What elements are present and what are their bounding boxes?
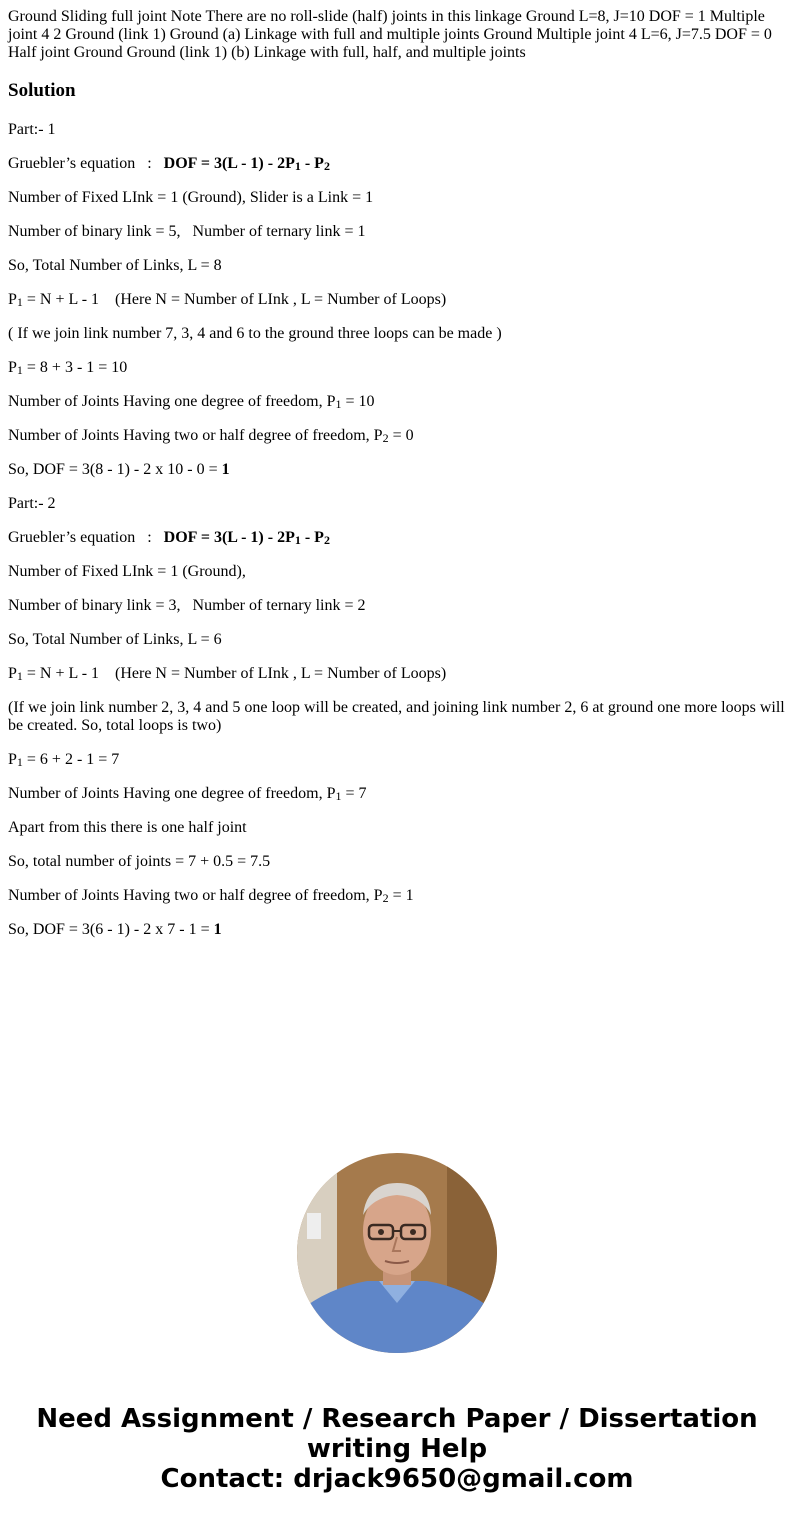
figure-caption-text: Ground Sliding full joint Note There are no roll-slide (half) joints in this linkage Ground L=8, J=10 DOF = 1 Multiple joint 4 2 Ground (link 1) Ground (a) Linkage with full and multiple joints Ground Multiple joint 4 L=6, J=7.5 DOF = 0 Half joint Ground Ground (link 1) (b) Linkage with full, half, and multiple joints xyxy=(8,8,772,61)
part1-label: Part:- 1 xyxy=(8,121,56,138)
gruebler-label: Gruebler’s equation : xyxy=(8,529,152,546)
part2-total-joints: So, total number of joints = 7 + 0.5 = 7.5 xyxy=(8,853,271,870)
part1-result: So, DOF = 3(8 - 1) - 2 x 10 - 0 = 1 xyxy=(8,461,230,478)
part2-two-dof-joints: Number of Joints Having two or half degree of freedom, $P_2 = 1$ xyxy=(8,887,414,905)
solution-heading: Solution xyxy=(8,80,76,101)
part1-two-dof-joints: Number of Joints Having two or half degree of freedom, $P_2 = 0$ xyxy=(8,427,414,445)
person-portrait-icon xyxy=(297,1153,497,1353)
binary-link-count: Number of binary link = 5, xyxy=(8,223,181,240)
part1-total-links: So, Total Number of Links, L = 8 xyxy=(8,257,222,274)
banner-line-2: writing Help xyxy=(306,1434,488,1464)
part1-fixed-links: Number of Fixed LInk = 1 (Ground), Slider is a Link = 1 xyxy=(8,189,374,206)
ternary-link-count: Number of ternary link = 1 xyxy=(192,223,366,240)
part2-total-links: So, Total Number of Links, L = 6 xyxy=(8,631,222,648)
part1-loops-note: ( If we join link number 7, 3, 4 and 6 to the ground three loops can be made ) xyxy=(8,325,502,342)
banner-line-1: Need Assignment / Research Paper / Dissertation xyxy=(36,1404,758,1434)
binary-link-count: Number of binary link = 3, xyxy=(8,597,181,614)
dof-equation: DOF = $3(L - 1) - 2P_1 - P_2$ xyxy=(163,155,330,173)
dof-equation: DOF = $3(L - 1) - 2P_1 - P_2$ xyxy=(163,529,330,547)
banner-contact-line: Contact: drjack9650@gmail.com xyxy=(160,1464,634,1494)
part2-gruebler-equation xyxy=(8,529,786,547)
part1-link-counts xyxy=(8,223,786,241)
part1-gruebler-equation xyxy=(8,155,786,173)
document-body xyxy=(8,8,789,955)
part2-loops-note: (If we join link number 2, 3, 4 and 5 one loop will be created, and joining link number 2, 6 at ground one more loops will be created. So, total loops is two) xyxy=(8,699,789,734)
author-avatar xyxy=(297,1153,497,1353)
part2-result: So, DOF = 3(6 - 1) - 2 x 7 - 1 = 1 xyxy=(8,921,222,938)
part2-fixed-links: Number of Fixed LInk = 1 (Ground), xyxy=(8,563,246,580)
part2-one-dof-joints: Number of Joints Having one degree of freedom, $P_1 = 7$ xyxy=(8,785,367,803)
part1-p1-formula: $P_1 = N + L - 1$ (Here N = Number of LInk , L = Number of Loops) xyxy=(8,291,447,309)
part2-half-joint-note: Apart from this there is one half joint xyxy=(8,819,247,836)
part2-result-value: 1 xyxy=(213,921,222,938)
contact-banner xyxy=(0,1404,794,1494)
part2-label: Part:- 2 xyxy=(8,495,56,512)
gruebler-label: Gruebler’s equation : xyxy=(8,155,152,172)
part2-p1-calculation: $P_1 = 6 + 2 - 1 = 7$ xyxy=(8,751,120,769)
part1-one-dof-joints: Number of Joints Having one degree of freedom, $P_1 = 10$ xyxy=(8,393,375,411)
part1-result-value: 1 xyxy=(221,461,230,478)
ternary-link-count: Number of ternary link = 2 xyxy=(192,597,366,614)
part2-p1-formula: $P_1 = N + L - 1$ (Here N = Number of LInk , L = Number of Loops) xyxy=(8,665,447,683)
part2-link-counts xyxy=(8,597,786,615)
part1-p1-calculation: $P_1 = 8 + 3 - 1 = 10$ xyxy=(8,359,128,377)
